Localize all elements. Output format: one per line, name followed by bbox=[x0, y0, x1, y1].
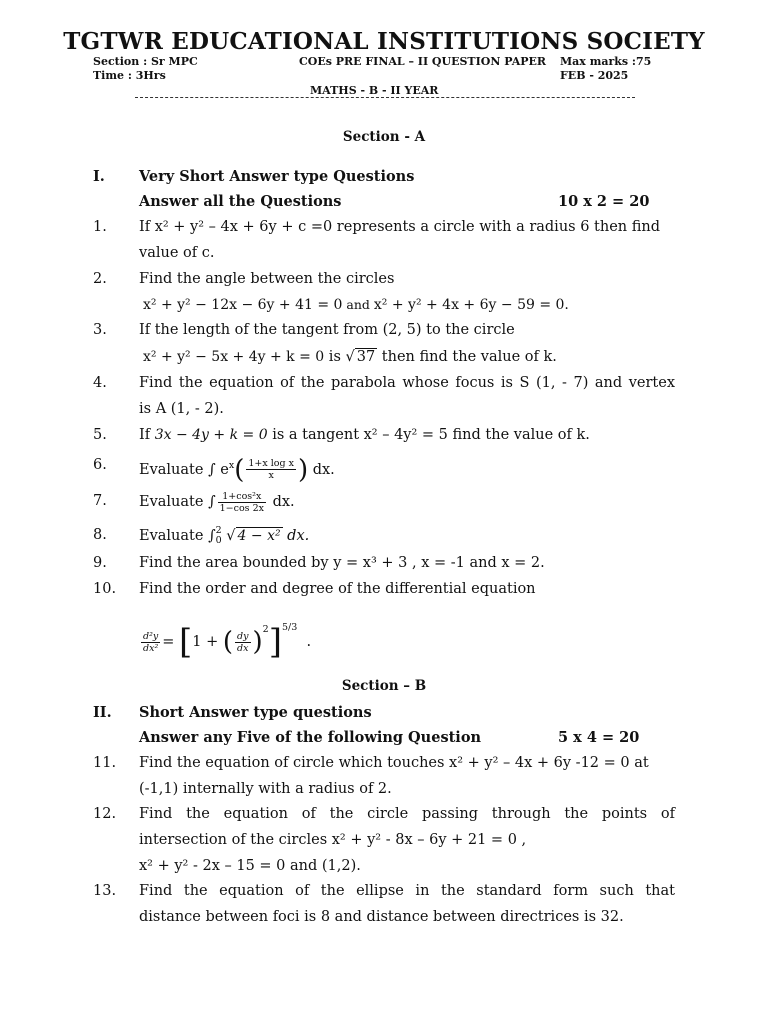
question-6-text bbox=[139, 449, 335, 483]
section-label: Section : Sr MPC bbox=[93, 55, 198, 68]
question-2-text: Find the angle between the circles bbox=[139, 271, 395, 287]
numerator: 1+cos²x bbox=[218, 491, 266, 503]
integral-sign: ∫ bbox=[208, 528, 216, 544]
derivative-numerator: dy bbox=[237, 630, 249, 642]
exam-name: COEs PRE FINAL – II QUESTION PAPER bbox=[299, 55, 547, 68]
integral-sign: ∫ bbox=[208, 494, 216, 510]
question-7-text bbox=[139, 485, 295, 519]
question-13-text: Find the equation of the ellipse in the standard form such that bbox=[139, 883, 675, 899]
section-b-type: Short Answer type questions bbox=[139, 704, 372, 721]
question-8-text bbox=[139, 520, 309, 552]
evaluate-word: Evaluate bbox=[139, 528, 209, 544]
header-divider bbox=[135, 97, 635, 98]
exam-date: FEB - 2025 bbox=[560, 69, 629, 82]
question-13-text-cont: distance between foci is 8 and distance between directrices is 32. bbox=[139, 909, 624, 925]
max-marks: Max marks :75 bbox=[560, 55, 652, 68]
derivative-fraction bbox=[235, 631, 250, 654]
question-12-text-cont: intersection of the circles x² + y² - 8x – 6y + 21 = 0 , bbox=[139, 832, 527, 848]
left-paren: ( bbox=[234, 454, 245, 485]
section-a-roman: I. bbox=[93, 168, 105, 185]
integral-sign: ∫ bbox=[208, 461, 216, 478]
lower-limit: 0 bbox=[215, 535, 222, 546]
question-number: 6. bbox=[93, 457, 107, 473]
period: . bbox=[306, 634, 312, 650]
right-paren: ) bbox=[252, 627, 263, 657]
question-number: 10. bbox=[93, 581, 117, 597]
question-5-text bbox=[139, 427, 590, 443]
subject-label: MATHS - B - II YEAR bbox=[310, 84, 439, 97]
if-word: If bbox=[139, 427, 155, 443]
question-number: 11. bbox=[93, 755, 117, 771]
question-3-tail: then find the value of k. bbox=[377, 349, 557, 365]
lhs-numerator: d²y bbox=[143, 630, 159, 642]
square-power: 2 bbox=[262, 624, 269, 635]
integral-limits bbox=[216, 526, 222, 546]
section-b-instruction: Answer any Five of the following Question bbox=[139, 729, 482, 746]
evaluate-word: Evaluate bbox=[139, 494, 209, 510]
question-number: 2. bbox=[93, 271, 107, 287]
numerator: 1+x log x bbox=[248, 458, 294, 470]
upper-limit: 2 bbox=[215, 525, 222, 536]
section-a-title: Section - A bbox=[342, 129, 426, 145]
right-paren: ) bbox=[297, 454, 309, 485]
section-a-instruction: Answer all the Questions bbox=[139, 193, 342, 210]
question-2-equation bbox=[143, 297, 569, 313]
question-4-text: Find the equation of the parabola whose focus is S (1, - 7) and vertex bbox=[139, 375, 675, 391]
evaluate-word: Evaluate bbox=[139, 461, 209, 478]
sqrt-value: 37 bbox=[356, 349, 376, 365]
lhs-fraction bbox=[141, 631, 160, 654]
exp-power: x bbox=[228, 460, 235, 471]
question-number: 4. bbox=[93, 375, 107, 391]
question-12-text-cont2: x² + y² - 2x – 15 = 0 and (1,2). bbox=[139, 858, 361, 874]
circle-equation: x² + y² − 5x + 4y + k = 0 bbox=[143, 349, 325, 365]
question-number: 9. bbox=[93, 555, 107, 571]
dx-tail: dx. bbox=[282, 528, 310, 544]
lhs-denominator: dx² bbox=[143, 642, 159, 654]
fraction bbox=[246, 458, 296, 481]
right-bracket: ] bbox=[268, 622, 282, 662]
question-5-tail: is a tangent x² – 4y² = 5 find the value of k. bbox=[267, 427, 590, 443]
circle-equation-2: x² + y² + 4x + 6y − 59 = 0. bbox=[373, 297, 569, 313]
derivative-denominator: dx bbox=[237, 642, 249, 654]
denominator: x bbox=[268, 470, 274, 482]
question-11-text: Find the equation of circle which touches x² + y² – 4x + 6y -12 = 0 at bbox=[139, 755, 649, 771]
question-number: 12. bbox=[93, 806, 117, 822]
circle-equation-1: x² + y² − 12x − 6y + 41 = 0 bbox=[143, 297, 343, 313]
question-number: 7. bbox=[93, 493, 107, 509]
tangent-equation: 3x − 4y + k = 0 bbox=[154, 427, 268, 443]
left-paren: ( bbox=[222, 627, 234, 657]
question-number: 3. bbox=[93, 322, 107, 338]
question-3-equation bbox=[143, 349, 557, 365]
question-1-text: If x² + y² – 4x + 6y + c =0 represents a circle with a radius 6 then find bbox=[139, 219, 661, 235]
sqrt-sign: √ bbox=[345, 349, 355, 365]
is-word: is bbox=[324, 349, 346, 365]
one-plus: 1 + bbox=[192, 634, 223, 650]
section-b-roman: II. bbox=[93, 704, 112, 721]
section-a-marks: 10 x 2 = 20 bbox=[558, 193, 650, 210]
question-number: 8. bbox=[93, 527, 107, 543]
dx-tail: dx. bbox=[272, 494, 295, 510]
question-1-text-cont: value of c. bbox=[139, 245, 215, 261]
question-12-text: Find the equation of the circle passing through the points of bbox=[139, 806, 675, 822]
dx-tail: dx. bbox=[312, 461, 335, 478]
question-11-text-cont: (-1,1) internally with a radius of 2. bbox=[139, 781, 392, 797]
question-3-text: If the length of the tangent from (2, 5) to the circle bbox=[139, 322, 515, 338]
section-b-marks: 5 x 4 = 20 bbox=[558, 729, 640, 746]
left-bracket: [ bbox=[179, 622, 193, 662]
exp-base: e bbox=[220, 461, 229, 478]
equals-sign: = bbox=[162, 634, 175, 650]
question-9-text: Find the area bounded by y = x³ + 3 , x = -1 and x = 2. bbox=[139, 555, 545, 571]
and-word: and bbox=[342, 297, 374, 312]
sqrt-sign: √ bbox=[226, 528, 236, 544]
section-b-title: Section – B bbox=[341, 678, 427, 694]
outer-power: 5/3 bbox=[281, 622, 298, 633]
radicand: 4 − x² bbox=[237, 528, 281, 544]
section-a-type: Very Short Answer type Questions bbox=[139, 168, 415, 185]
denominator: 1−cos 2x bbox=[219, 502, 264, 514]
differential-equation bbox=[139, 608, 312, 662]
question-4-text-cont: is A (1, - 2). bbox=[139, 401, 224, 417]
question-10-text: Find the order and degree of the differential equation bbox=[139, 581, 536, 597]
time-label: Time : 3Hrs bbox=[93, 69, 166, 82]
question-number: 5. bbox=[93, 427, 107, 443]
fraction bbox=[218, 491, 266, 514]
question-number: 1. bbox=[93, 219, 107, 235]
institution-title: TGTWR EDUCATIONAL INSTITUTIONS SOCIETY bbox=[63, 28, 705, 55]
question-number: 13. bbox=[93, 883, 117, 899]
